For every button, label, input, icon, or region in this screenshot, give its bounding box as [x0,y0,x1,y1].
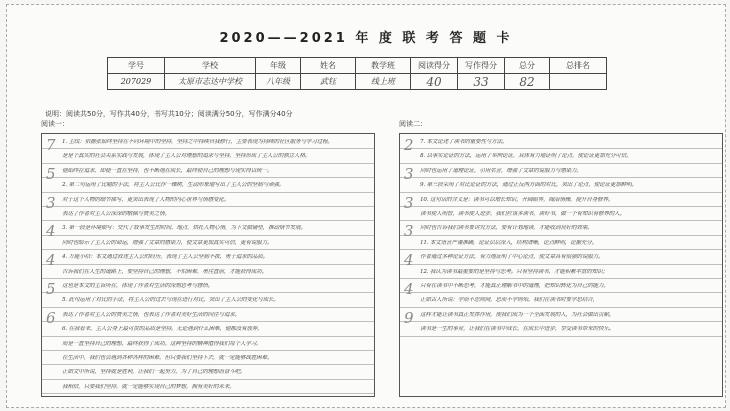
ruled-line [42,336,374,337]
right-answer-line: 作者通过多种论证方法，有力地证明了中心论点，使文章具有很强的说服力。 [420,254,604,261]
reading-one-answer-box [41,133,375,397]
grade-value: 八年级 [256,74,301,90]
left-answer-line: 我相信，只要我们坚持，就一定能够实现自己的梦想，拥有美好的未来。 [62,383,235,390]
right-answer-line: 读书使人明智，读书使人进步，我们应该多读书，读好书，做一个有知识有修养的人。 [420,211,625,217]
header-rank: 总排名 [550,58,607,74]
left-answer-line: 5. 此句运用了对比的手法，将主人公的过去与现在进行对比，突出了主人公的变化与成长。 [62,297,279,304]
left-answer-line: 在生活中，我们也会遇到各种各样的困难，但只要我们坚持下去，就一定能够战胜困难。 [62,355,273,361]
left-answer-line: 3. 第一段是环境描写：交代了故事发生的时间、地点，烘托人物心情，为下文做铺垫，推动情节发展。 [62,225,306,232]
left-answer-line: 这也是本文的主旨所在，体现了作者对生活的深刻思考与感悟。 [62,283,214,289]
ruled-line [42,192,374,193]
ruled-line [42,177,374,178]
header-total-score: 总分 [505,58,550,74]
ruled-line [42,220,374,221]
ruled-line [42,393,374,394]
left-answer-line: 4. 万能小结：本文通过叙述主人公的经历，表现了主人公坚韧不拔、勇于追求的品质。 [62,254,269,261]
right-answer-line: 7. 本文论述了读书的重要性与方法。 [420,139,508,145]
left-answer-line: 6. 在我看来，主人公身上最可贵的品质是坚持。无论遇到什么困难，他都没有放弃， [62,326,263,333]
right-grader-mark: 2 [404,136,414,154]
ruled-line [42,321,374,322]
ruled-line [42,364,374,365]
rank-value [550,74,607,90]
left-grader-mark: 3 [46,193,56,212]
left-answer-line: 1. 主线：依据张始终坚持在不同环境中的坚持，坚持之中持续自我修行，主要表现为持续的社区服务与学习过程。 [62,139,333,145]
instructions-text: 说明：阅读共50分，写作共40分，书写共10分；阅读满分50分，写作满分40分 [45,110,293,118]
total-score-value: 82 [505,74,550,90]
right-answer-line: 读书是一生的事业，让我们在读书中成长，在成长中进步，享受读书带来的快乐。 [420,326,615,333]
ruled-line [42,278,374,279]
right-answer-line: 同时也告诉我们读书要讲究方法，要有计划地读，才能收到良好的效果。 [420,225,593,232]
ruled-line [42,350,374,351]
right-answer-line: 8. 以事实论证的方法，运用了举例论证，具体有力地证明了论点，使论证更加充分可信。 [420,153,632,160]
name-value: 武钰 [301,74,356,90]
left-grader-mark: 5 [46,280,56,298]
ruled-line [400,278,722,279]
left-answer-line: 告诉我们在人生的道路上，要坚持自己的理想，不怕困难，勇往直前，才能获得成功。 [62,268,267,275]
right-grader-mark: 9 [404,308,414,327]
right-answer-line: 11. 本文语言严谨准确，论证层层深入，结构清晰，论点鲜明，论据充分。 [420,239,598,246]
header-student-id: 学号 [108,58,165,74]
header-reading-score: 阅读得分 [411,58,458,74]
right-answer-line: 9. 第三段采用了对比论证的方法，通过正反两方面的对比，突出了论点，使论证更加鲜明。 [420,182,637,189]
ruled-line [400,148,722,149]
header-name: 姓名 [301,58,356,74]
writing-score-value: 33 [458,74,505,90]
class-value: 线上班 [356,74,411,90]
right-answer-line: 这样才能让读书真正发挥作用，使我们成为一个全面发展的人，为社会做出贡献。 [420,311,615,318]
left-answer-line: 表达了作者对主人公深深的敬佩与赞美之情。 [62,211,170,217]
reading-two-label: 阅读二： [399,120,427,128]
ruled-line [400,235,722,236]
left-grader-mark: 5 [46,164,56,183]
answer-sheet [6,4,726,408]
left-answer-line: 对于这个人物的细节描写，更突出表现了人物的内心世界与情感变化。 [62,196,230,203]
ruled-line [42,163,374,164]
right-grader-mark: 3 [404,222,414,241]
ruled-line [42,235,374,236]
left-answer-line: 是是个真实的社会关系实践与发展，体现了主人公对理想的追求与坚持，坚持形成了主人公的独立人格。 [62,153,311,160]
ruled-line [400,321,722,322]
student-info-table [107,57,607,90]
header-grade: 年级 [256,58,301,74]
ruled-line [400,206,722,207]
ruled-line [400,177,722,178]
reading-score-value: 40 [411,74,458,90]
ruled-line [400,163,722,164]
right-grader-mark: 3 [404,164,414,183]
ruled-line [42,148,374,149]
left-answer-line: 2. 第二句运用了比喻的手法，将主人公比作一棵树，生动形象地写出了主人公的坚韧与顽强。 [62,182,285,189]
ruled-line [400,220,722,221]
reading-one-label: 阅读一： [41,120,69,128]
left-answer-line: 表达了作者对主人公的赞美之情，也表达了作者对美好生活的向往与追求。 [62,311,240,318]
header-writing-score: 写作得分 [458,58,505,74]
left-grader-mark: 6 [46,308,56,327]
ruled-line [400,264,722,265]
ruled-line [42,292,374,293]
school-value: 太原市志达中学校 [165,74,256,90]
ruled-line [42,264,374,265]
ruled-line [42,379,374,380]
ruled-line [400,307,722,308]
left-answer-line: 同时也暗示了主人公的命运，增强了文章的感染力，使文章更加真实可信，更有说服力。 [62,239,273,246]
left-answer-line: 正如文中所说，坚持就是胜利，让我们一起努力，为了自己的理想而奋斗吧。 [62,369,246,376]
left-grader-mark: 4 [46,251,56,270]
ruled-line [400,292,722,293]
student-id-value: 207029 [108,74,165,90]
left-answer-line: 而是一直坚持自己的理想，最终获得了成功。这种坚持的精神值得我们每个人学习。 [62,340,262,347]
header-class: 教学班 [356,58,411,74]
right-answer-line: 同时也运用了道理论证，引用名言，增强了文章的说服力与感染力。 [420,167,582,174]
left-answer-line: 他始终在追求，即便一直在坚持，也不断地在成长，最终使自己的理想与现实得以统一。 [62,167,273,174]
right-answer-line: 12. 我认为读书最重要的是坚持与思考。只有坚持读书，才能积累丰富的知识； [420,268,608,275]
sheet-title: 2020——2021 年 度 联 考 答 题 卡 [219,31,513,46]
right-answer-line: 正如古人所说：学而不思则罔，思而不学则殆。我们在读书时要学思结合， [420,297,598,304]
right-grader-mark: 4 [404,280,414,298]
right-grader-mark: 4 [404,251,414,270]
ruled-line [42,307,374,308]
info-header-row [108,58,607,74]
ruled-line [400,192,722,193]
ruled-line [42,206,374,207]
left-grader-mark: 7 [46,136,56,154]
right-grader-mark: 3 [404,193,414,212]
ruled-line [400,249,722,250]
header-school: 学校 [165,58,256,74]
right-answer-line: 10. 这句话的含义是：读书可以增长知识，开阔眼界，陶冶情操，提升自身修养。 [420,196,614,203]
info-value-row [108,74,607,90]
ruled-line [42,249,374,250]
left-grader-mark: 4 [46,222,56,241]
reading-two-answer-box [399,133,723,397]
ruled-line [400,336,722,337]
right-answer-line: 只有在读书中不断思考，才能真正理解书中的道理，把知识转化为自己的能力。 [420,283,609,289]
